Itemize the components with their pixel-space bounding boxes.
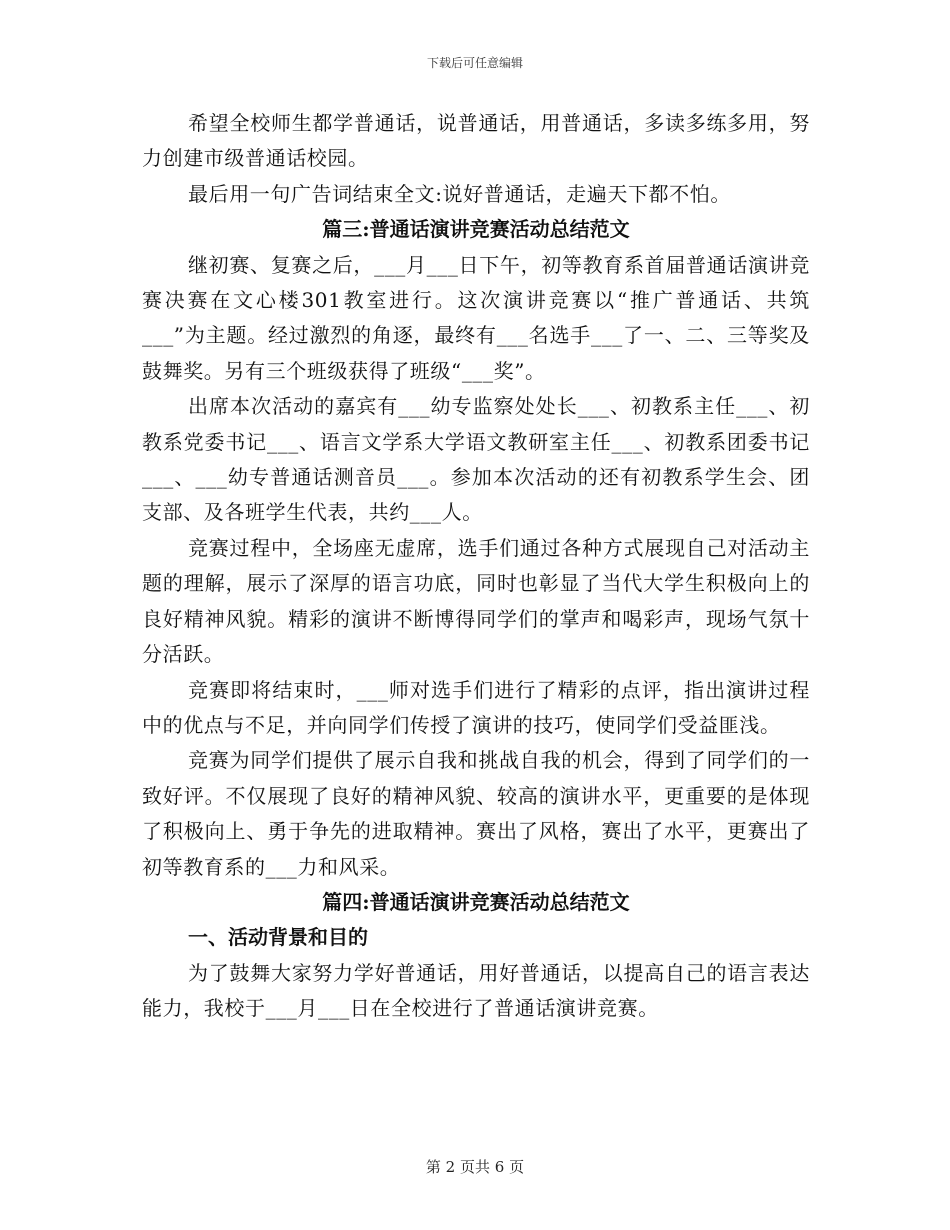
page-footer: 第 2 页共 6 页 <box>425 1158 525 1176</box>
paragraph-5: 竞赛过程中，全场座无虚席，选手们通过各种方式展现自己对活动主题的理解，展示了深厚的语言功底，同时也彰显了当代大学生积极向上的良好精神风貌。精彩的演讲不断博得同学们的掌声和喝彩声，现场气氛十分活跃。 <box>142 535 810 667</box>
section-title-3: 篇三:普通话演讲竞赛活动总结范文 <box>322 217 630 242</box>
section-title-4: 篇四:普通话演讲竞赛活动总结范文 <box>322 889 630 914</box>
paragraph-7: 竞赛为同学们提供了展示自我和挑战自我的机会，得到了同学们的一致好评。不仅展现了良好的精神风貌、较高的演讲水平，更重要的是体现了积极向上、勇于争先的进取精神。赛出了风格，赛出了水平，更赛出了初等教育系的___力和风采。 <box>142 748 810 879</box>
subsection-heading: 一、活动背景和目的 <box>188 925 368 950</box>
paragraph-3: 继初赛、复赛之后，___月___日下午，初等教育系首届普通话演讲竞赛决赛在文心楼301教室进行。这次演讲竞赛以“推广普通话、共筑___”为主题。经过激烈的角逐，最终有___名选手___了一、二、三等奖及鼓舞奖。另有三个班级获得了班级“___奖”。 <box>142 252 810 383</box>
paragraph-1: 希望全校师生都学普通话，说普通话，用普通话，多读多练多用，努力创建市级普通话校园。 <box>142 111 810 171</box>
paragraph-4: 出席本次活动的嘉宾有___幼专监察处处长___、初教系主任___、初教系党委书记___、语言文学系大学语文教研室主任___、初教系团委书记___、___幼专普通话测音员___。参加本次活动的还有初教系学生会、团支部、及各班学生代表，共约___人。 <box>142 394 810 525</box>
paragraph-6: 竞赛即将结束时，___师对选手们进行了精彩的点评，指出演讲过程中的优点与不足，并向同学们传授了演讲的技巧，使同学们受益匪浅。 <box>142 677 810 737</box>
document-body <box>142 106 810 1027</box>
paragraph-8: 为了鼓舞大家努力学好普通话，用好普通话，以提高自己的语言表达能力，我校于___月___日在全校进行了普通话演讲竞赛。 <box>142 960 810 1021</box>
paragraph-2: 最后用一句广告词结束全文:说好普通话，走遍天下都不怕。 <box>188 181 731 206</box>
page-header: 下载后可任意编辑 <box>426 56 523 70</box>
